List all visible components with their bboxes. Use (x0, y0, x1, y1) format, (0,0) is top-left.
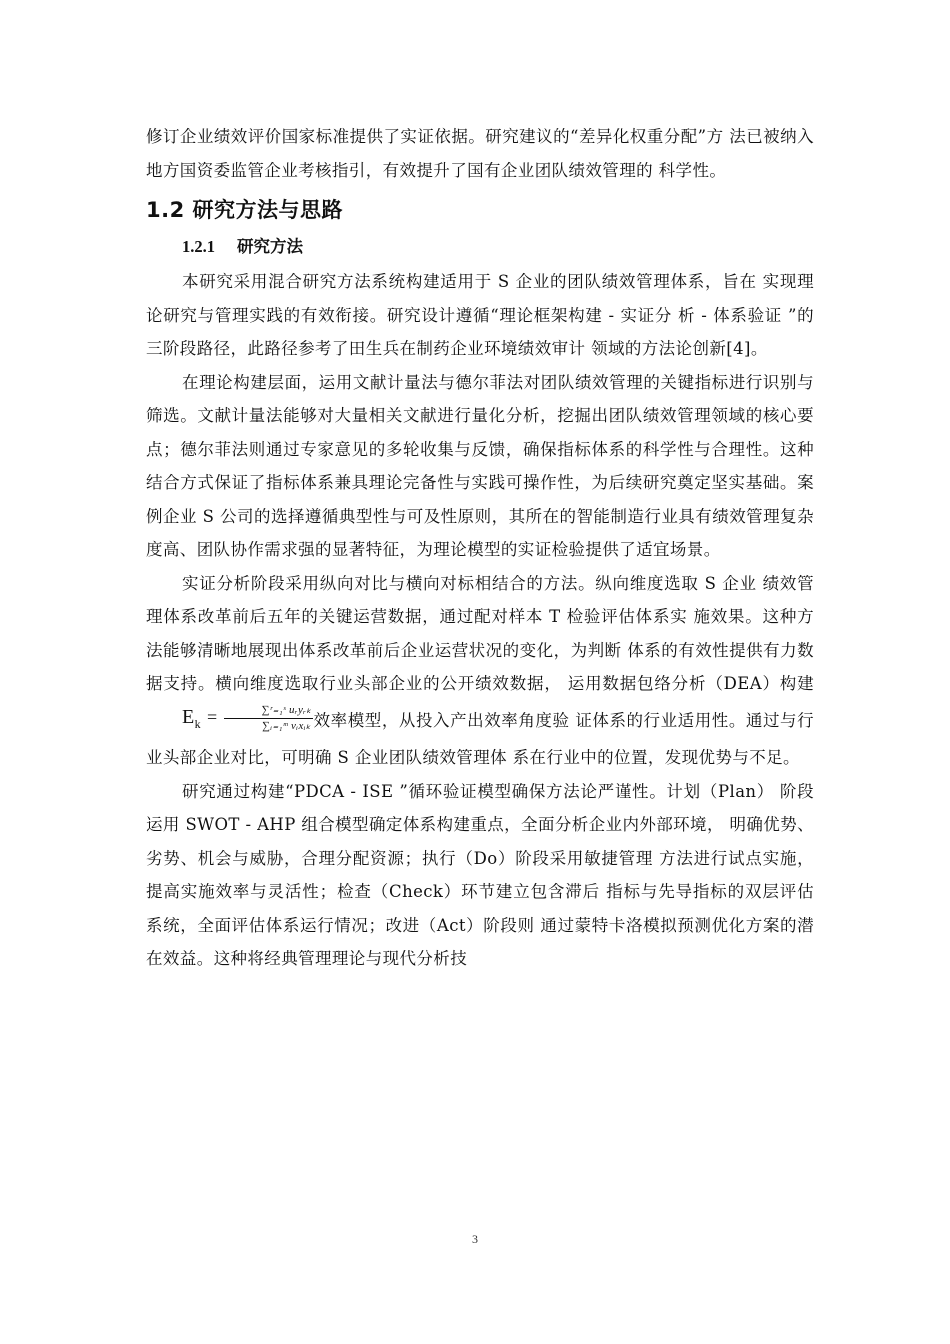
paragraph-empirical-analysis (146, 567, 814, 775)
dea-formula (146, 701, 313, 742)
subsection-title: 研究方法 (237, 237, 303, 256)
paragraph-empirical-part2: 效率模型，从投入产出效率角度验 证体系的行业适用性。通过与行业头部企业对比，可明确 S 企业团队绩效管理体 系在行业中的位置，发现优势与不足。 (146, 710, 814, 767)
formula-equals: = (207, 706, 218, 727)
formula-numerator: ∑ʳ₌₁ˢ uᵣyᵣₖ (224, 704, 314, 719)
formula-fraction (224, 704, 314, 733)
paragraph-pdca-model: 研究通过构建“PDCA - ISE ”循环验证模型确保方法论严谨性。计划（Plan） 阶段运用 SWOT - AHP 组合模型确定体系构建重点，全面分析企业内外部环境， 明确优势、劣势、机会与威胁，合理分配资源；执行（Do）阶段采用敏捷管理 方法进行试点实施，提高实施效率与灵活性；检查（Check）环节建立包含滞后 指标与先导指标的双层评估系统，全面评估体系运行情况；改进（Act）阶段则 通过蒙特卡洛模拟预测优化方案的潜在效益。这种将经典管理理论与现代分析技 (146, 781, 815, 968)
paragraph-intro-continuation: 修订企业绩效评价国家标准提供了实证依据。研究建议的“差异化权重分配”方 法已被纳入地方国资委监管企业考核指引，有效提升了国有企业团队绩效管理的 科学性。 (146, 127, 814, 180)
formula-denominator: ∑ᵢ₌₁ᵐ vᵢxᵢₖ (262, 720, 311, 733)
section-heading: 1.2 研究方法与思路 (146, 198, 344, 222)
formula-lhs: $E_k$ (182, 705, 202, 731)
subsection-heading (182, 229, 814, 265)
paragraph-empirical-part1: 实证分析阶段采用纵向对比与横向对标相结合的方法。纵向维度选取 S 企业 绩效管理体系改革前后五年的关键运营数据，通过配对样本 T 检验评估体系实 施效果。这种方法能够清晰地展现出体系改革前后企业运营状况的变化，为判断 体系的有效性提供有力数据支持。横向维度选取行业头部企业的公开绩效数据， 运用数据包络分析（DEA）构建 (146, 573, 814, 693)
paragraph-theory-construction: 在理论构建层面，运用文献计量法与德尔菲法对团队绩效管理的关键指标进行识别与筛选。文献计量法能够对大量相关文献进行量化分析，挖掘出团队绩效管理领域的核心要点；德尔菲法则通过专家意见的多轮收集与反馈，确保指标体系的科学性与合理性。这种结合方式保证了指标体系兼具理论完备性与实践可操作性，为后续研究奠定坚实基础。案例企业 S 公司的选择遵循典型性与可及性原则，其所在的智能制造行业具有绩效管理复杂度高、团队协作需求强的显著特征，为理论模型的实证检验提供了适宜场景。 (146, 372, 814, 559)
subsection-number: 1.2.1 (182, 237, 215, 256)
page-number: 3 (472, 1232, 478, 1246)
paragraph-method-overview: 本研究采用混合研究方法系统构建适用于 S 企业的团队绩效管理体系，旨在 实现理论研究与管理实践的有效衔接。研究设计遵循“理论框架构建 - 实证分 析 - 体系验证 ”的三阶段路径，此路径参考了田生兵在制药企业环境绩效审计 领域的方法论创新[4]。 (146, 272, 814, 358)
document-body (146, 120, 814, 976)
